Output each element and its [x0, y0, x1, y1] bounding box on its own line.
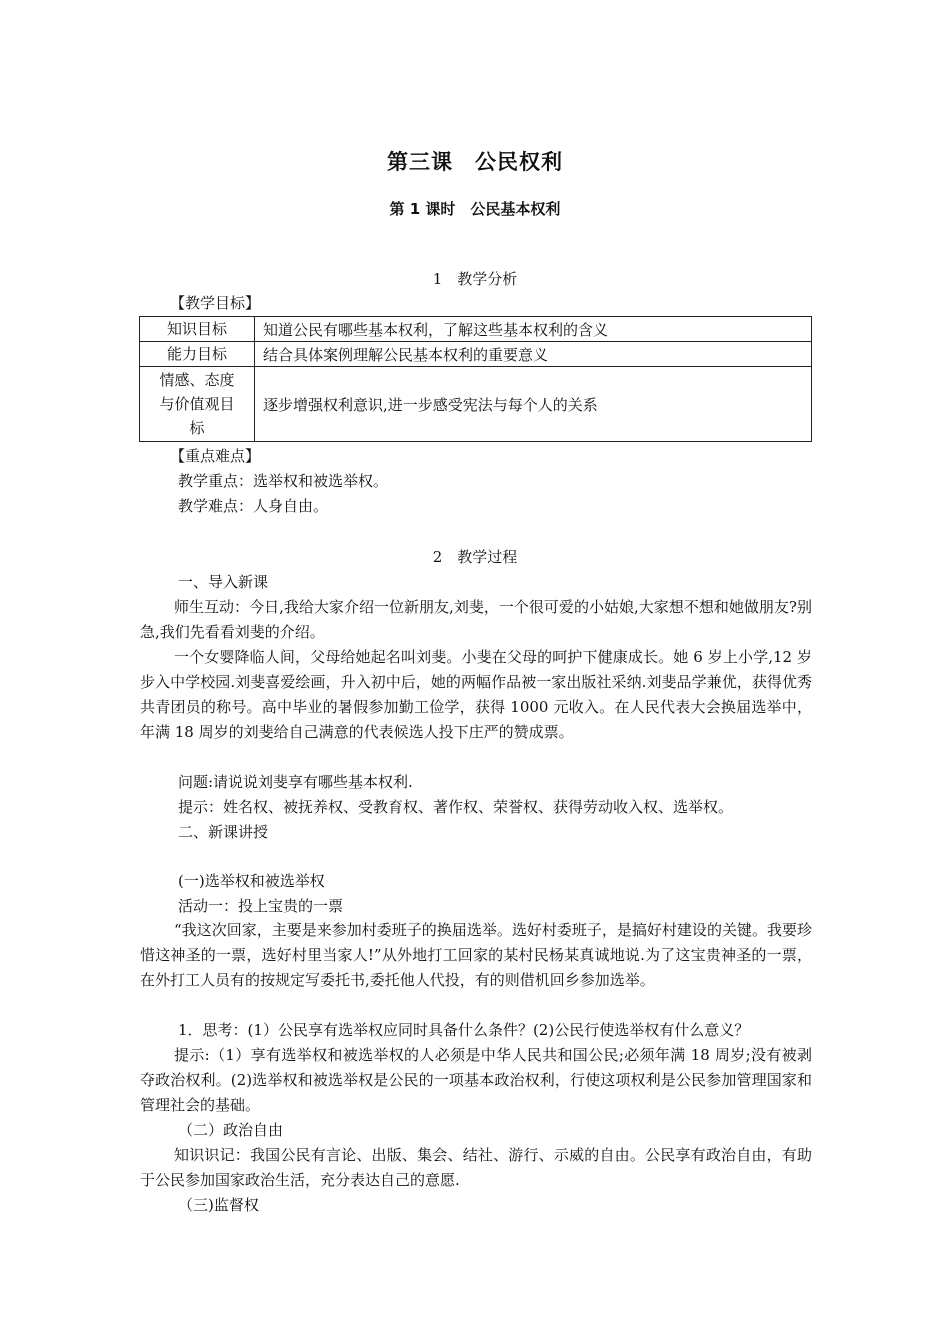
- table-value-cell: 逐步增强权利意识,进一步感受宪法与每个人的关系: [255, 367, 812, 442]
- difficulty-text: 教学难点：人身自由。: [178, 497, 329, 515]
- table-value-cell: 结合具体案例理解公民基本权利的重要意义: [255, 342, 812, 367]
- paragraph-election-story: “我这次回家，主要是来参加村委班子的换届选举。选好村委班子，是搞好村建设的关键。我要珍惜这神圣的一票，选好村里当家人!”从外地打工回家的某村民杨某真诚地说.为了这宝贵神圣的一票，在外打工人员有的按规定写委托书,委托他人代投，有的则借机回乡参加选举。: [140, 921, 812, 989]
- section-heading-process: 2 教学过程: [432, 548, 518, 566]
- table-key-cell: 能力目标: [140, 342, 255, 367]
- subheading-political-freedom: （二）政治自由: [178, 1121, 284, 1139]
- table-row: [140, 317, 812, 342]
- intro-heading: 一、导入新课: [178, 573, 269, 591]
- table-row: [140, 367, 812, 442]
- table-row: [140, 342, 812, 367]
- table-key-line: 情感、态度: [159, 371, 235, 389]
- paragraph-story: 一个女婴降临人间，父母给她起名叫刘斐。小斐在父母的呵护下健康成长。她 6 岁上小学,12 岁步入中学校园.刘斐喜爱绘画，升入初中后，她的两幅作品被一家出版社采纳.刘斐品学兼优，获得优秀共青团员的称号。高中毕业的暑假参加勤工俭学，获得 1000 元收入。在人民代表大会换届选举中，年满 18 周岁的刘斐给自己满意的代表候选人投下庄严的赞成票。: [140, 648, 812, 741]
- section-heading-analysis: 1 教学分析: [432, 270, 518, 288]
- table-key-cell: [140, 367, 255, 442]
- paragraph-hint: 提示:（1）享有选举权和被选举权的人必须是中华人民共和国公民;必须年满 18 周岁;没有被剥夺政治权利。(2)选举权和被选举权是公民的一项基本政治权利，行使这项权利是公民参加管理国家和管理社会的基础。: [140, 1046, 812, 1114]
- objectives-table: [139, 316, 812, 442]
- activity-heading: 活动一：投上宝贵的一票: [178, 897, 344, 915]
- think-question: 1．思考：(1）公民享有选举权应同时具备什么条件？(2)公民行使选举权有什么意义？: [178, 1021, 750, 1039]
- paragraph-interaction: 师生互动：今日,我给大家介绍一位新朋友,刘斐，一个很可爱的小姑娘,大家想不想和她做朋友?别急,我们先看看刘斐的介绍。: [140, 598, 812, 641]
- objectives-label: 【教学目标】: [170, 294, 261, 312]
- table-key-line: 标: [189, 419, 205, 437]
- table-value-cell: 知道公民有哪些基本权利，了解这些基本权利的含义: [255, 317, 812, 342]
- subheading-election: (一)选举权和被选举权: [178, 872, 325, 890]
- subheading-supervision: （三)监督权: [178, 1196, 259, 1214]
- lesson-title: 第三课 公民权利: [387, 150, 563, 174]
- paragraph-knowledge: 知识识记：我国公民有言论、出版、集会、结社、游行、示威的自由。公民享有政治自由，有助于公民参加国家政治生活，充分表达自己的意愿.: [140, 1146, 812, 1189]
- lesson-subtitle: 第 1 课时 公民基本权利: [389, 200, 561, 218]
- focus-text: 教学重点：选举权和被选举权。: [178, 472, 389, 490]
- hint-text: 提示：姓名权、被抚养权、受教育权、著作权、荣誉权、获得劳动收入权、选举权。: [178, 798, 734, 816]
- table-key-line: 与价值观目: [159, 395, 235, 413]
- new-lesson-heading: 二、新课讲授: [178, 823, 269, 841]
- keypoints-label: 【重点难点】: [170, 447, 261, 465]
- question-text: 问题:请说说刘斐享有哪些基本权利.: [178, 773, 413, 791]
- table-key-cell: 知识目标: [140, 317, 255, 342]
